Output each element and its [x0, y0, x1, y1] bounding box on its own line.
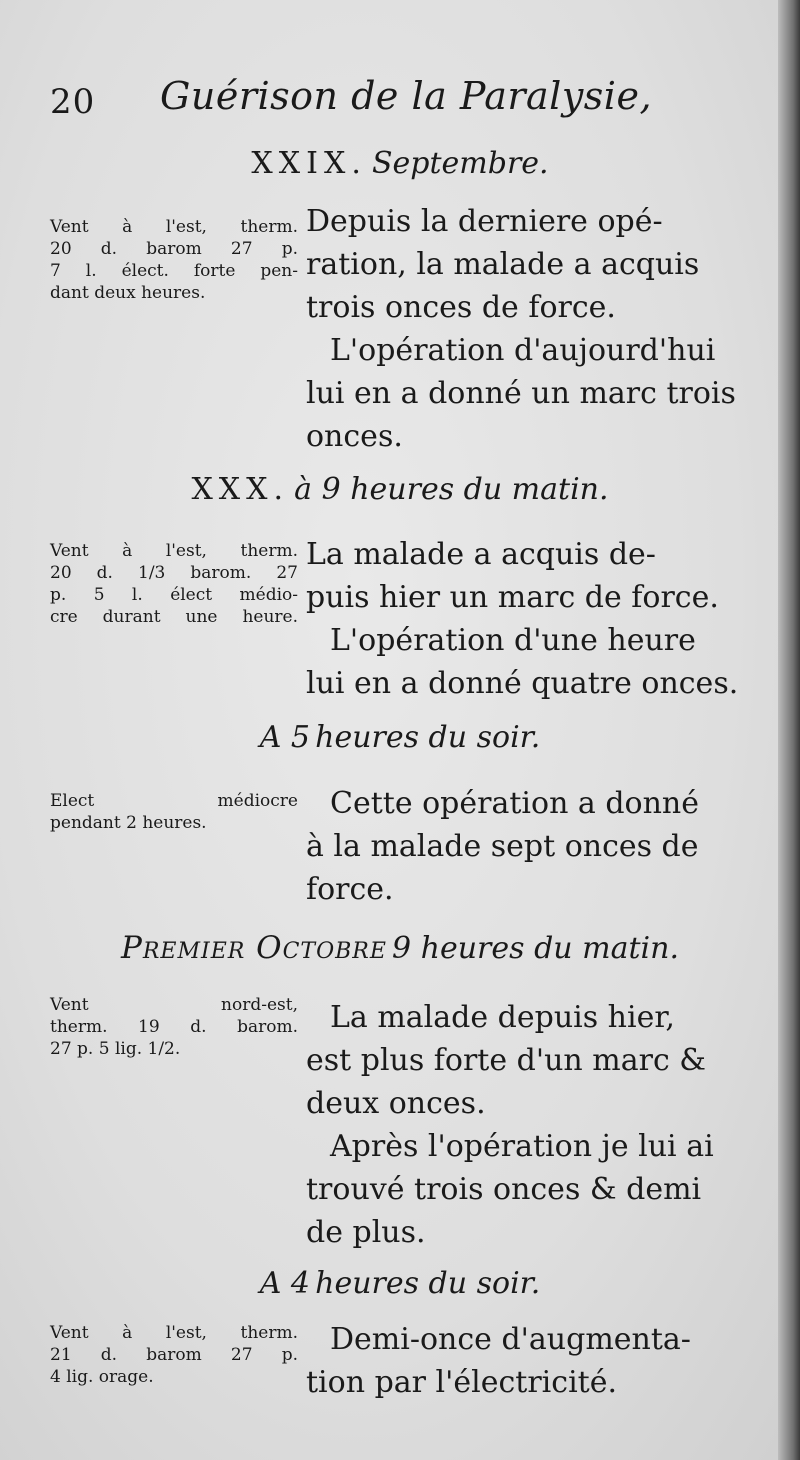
note-line: 7 l. élect. forte pen-: [50, 261, 298, 281]
note-line: Vent à l'est, therm.: [50, 541, 298, 561]
note-line: pendant 2 heures.: [50, 813, 207, 833]
entry-heading-numeral: Premier Octobre: [121, 930, 387, 966]
note-line: 20 d. 1/3 barom. 27: [50, 563, 298, 583]
text-line: lui en a donné un marc trois: [306, 376, 736, 411]
note-line: Vent à l'est, therm.: [50, 1323, 298, 1343]
entry-heading-text: heures du soir.: [315, 720, 541, 755]
text-line: deux onces.: [306, 1086, 486, 1121]
entry-heading-text: Septembre.: [371, 146, 549, 181]
note-line: therm. 19 d. barom.: [50, 1017, 298, 1037]
text-line: L'opération d'aujourd'hui: [330, 333, 716, 368]
text-line: ration, la malade a acquis: [306, 247, 700, 282]
note-line: dant deux heures.: [50, 283, 206, 303]
entry-paragraph: [306, 533, 746, 705]
entry-heading-numeral: A 4: [259, 1266, 311, 1301]
note-line: 4 lig. orage.: [50, 1367, 154, 1387]
text-line: Après l'opération je lui ai: [330, 1129, 714, 1164]
text-line: La malade a acquis de-: [306, 537, 656, 572]
text-line: de plus.: [306, 1215, 426, 1250]
entry-heading-numeral: XXX.: [191, 472, 290, 507]
note-line: Elect médiocre: [50, 791, 298, 811]
entry-heading-numeral: XXIX.: [251, 146, 367, 181]
running-title: Guérison de la Paralysie,: [160, 74, 653, 118]
entry-heading-xxix: [0, 146, 800, 181]
note-line: 20 d. barom 27 p.: [50, 239, 298, 259]
entry-heading-text: 9 heures du matin.: [392, 931, 679, 966]
entry-paragraph: [306, 1318, 746, 1404]
entry-paragraph: [306, 782, 746, 911]
text-line: onces.: [306, 419, 403, 454]
margin-note: [50, 1322, 298, 1388]
entry-heading-text: à 9 heures du matin.: [294, 472, 609, 507]
note-line: 27 p. 5 lig. 1/2.: [50, 1039, 181, 1059]
text-line: L'opération d'une heure: [330, 623, 696, 658]
note-line: Vent nord-est,: [50, 995, 298, 1015]
text-line: Demi-once d'augmenta-: [330, 1322, 691, 1357]
page-number: 20: [50, 82, 96, 122]
entry-heading-evening: [0, 720, 800, 755]
margin-note: [50, 790, 298, 834]
entry-paragraph: [306, 200, 746, 458]
text-line: tion par l'électricité.: [306, 1365, 618, 1400]
margin-note: [50, 216, 298, 304]
margin-note: [50, 540, 298, 628]
note-line: Vent à l'est, therm.: [50, 217, 298, 237]
text-line: lui en a donné quatre onces.: [306, 666, 739, 701]
note-line: p. 5 l. élect médio-: [50, 585, 298, 605]
text-line: est plus forte d'un marc &: [306, 1043, 706, 1078]
entry-heading-xxx: [0, 472, 800, 507]
entry-heading-numeral: A 5: [259, 720, 311, 755]
text-line: force.: [306, 872, 394, 907]
entry-paragraph: [306, 996, 746, 1254]
margin-note: [50, 994, 298, 1060]
note-line: 21 d. barom 27 p.: [50, 1345, 298, 1365]
entry-heading-october: [0, 930, 800, 966]
note-line: cre durant une heure.: [50, 607, 298, 627]
entry-heading-afternoon: [0, 1266, 800, 1301]
text-line: puis hier un marc de force.: [306, 580, 719, 615]
text-line: trois onces de force.: [306, 290, 616, 325]
text-line: Depuis la derniere opé-: [306, 204, 663, 239]
text-line: à la malade sept onces de: [306, 829, 699, 864]
text-line: trouvé trois onces & demi: [306, 1172, 702, 1207]
text-line: Cette opération a donné: [330, 786, 700, 821]
running-head: [50, 74, 750, 124]
entry-heading-text: heures du soir.: [315, 1266, 541, 1301]
text-line: La malade depuis hier,: [330, 1000, 675, 1035]
